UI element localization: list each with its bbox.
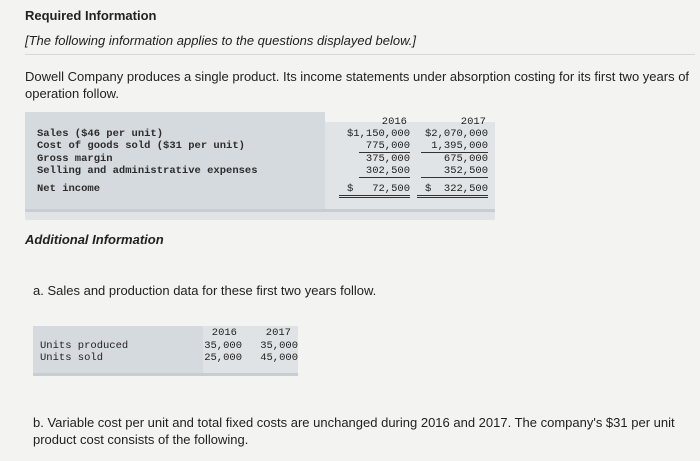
selling-admin-2017: 352,500 (421, 165, 488, 178)
units-sold-2017: 45,000 (260, 352, 298, 364)
row-label-units-produced: Units produced (40, 340, 129, 352)
table-bottom-border (25, 209, 495, 212)
net-income-2017: $ 322,500 (417, 183, 488, 198)
row-label-gross-margin: Gross margin (37, 153, 113, 165)
year-header-2017: 2017 (460, 116, 486, 128)
instruction-note: [The following information applies to the questions displayed below.] (25, 33, 416, 48)
divider (25, 54, 695, 55)
units-year-header-2016: 2016 (211, 327, 237, 339)
cogs-2016: 775,000 (359, 140, 410, 153)
units-year-header-2017: 2017 (265, 327, 291, 339)
sales-2016: $1,150,000 (346, 128, 410, 140)
selling-admin-2016: 302,500 (359, 165, 410, 178)
table-bottom-border (33, 373, 298, 376)
part-b-paragraph: b. Variable cost per unit and total fixed costs are unchanged during 2016 and 2017. The company's $31 per unit product cost consists of the following. (33, 415, 675, 447)
row-label-units-sold: Units sold (40, 352, 104, 364)
year-header-2016: 2016 (381, 116, 407, 128)
units-sold-2016: 25,000 (204, 352, 242, 364)
net-income-2016: $ 72,500 (339, 183, 410, 198)
gross-margin-2017: 675,000 (443, 153, 488, 165)
row-label-selling-admin: Selling and administrative expenses (37, 165, 258, 177)
units-table (33, 320, 298, 375)
row-label-net-income: Net income (37, 183, 101, 195)
intro-paragraph: Dowell Company produces a single product. Its income statements under absorption costing for its first two years of operation follow. (25, 69, 690, 101)
gross-margin-2016: 375,000 (365, 153, 410, 165)
row-label-cogs: Cost of goods sold ($31 per unit) (37, 140, 245, 152)
sales-production-intro: a. Sales and production data for these first two years follow. (33, 283, 377, 298)
sales-2017: $2,070,000 (424, 128, 488, 140)
row-label-sales: Sales ($46 per unit) (37, 128, 164, 140)
income-statement-table (25, 112, 495, 210)
section-heading: Required Information (25, 8, 157, 23)
additional-info-heading: Additional Information (25, 232, 164, 247)
units-produced-2016: 35,000 (204, 340, 242, 352)
cogs-2017: 1,395,000 (421, 140, 488, 153)
units-produced-2017: 35,000 (260, 340, 298, 352)
